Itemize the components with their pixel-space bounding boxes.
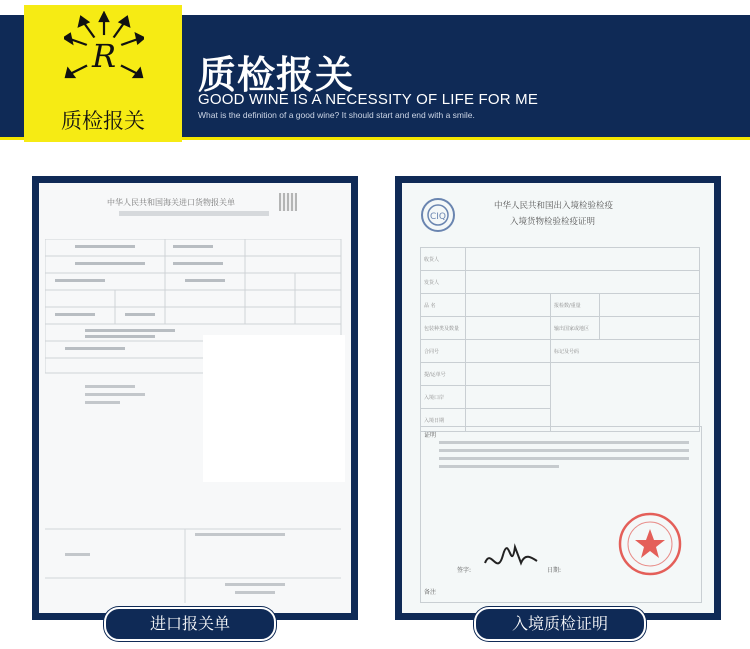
field-date: 入境日期 (421, 409, 466, 432)
customs-declaration-scan (39, 183, 351, 613)
certificate-statement-box (420, 426, 702, 603)
date-label: 日期: (547, 567, 562, 574)
svg-text:R: R (91, 37, 117, 75)
official-stamp-icon (617, 511, 683, 577)
field-consignee: 收货人 (421, 248, 466, 271)
certificate-doc-subtitle: 入境货物检验检疫证明 (510, 217, 596, 227)
inspection-certificate-scan (402, 183, 714, 613)
field-product: 品 名 (421, 294, 466, 317)
caption-customs-declaration: 进口报关单 (104, 607, 276, 641)
field-quantity: 报检数/重量 (551, 294, 600, 317)
signature-label: 签字: (457, 567, 472, 574)
remarks-label: 备注 (424, 589, 437, 596)
arrows-r-logo-icon (64, 11, 144, 95)
ciq-logo-icon (420, 197, 456, 233)
qr-code-icon (279, 193, 297, 211)
field-marks: 标记及号码 (551, 340, 700, 363)
brand-logo (24, 5, 182, 142)
certificate-doc-title: 中华人民共和国出入境检验检疫 (494, 201, 614, 211)
field-packaging: 包装种类及数量 (421, 317, 466, 340)
barcode-strip (119, 211, 269, 216)
field-contract: 合同号 (421, 340, 466, 363)
signature-icon (481, 533, 541, 583)
slogan: GOOD WINE IS A NECESSITY OF LIFE FOR ME (198, 91, 539, 108)
customs-doc-title: 中华人民共和国海关进口货物报关单 (107, 198, 235, 207)
field-origin: 输出国家或地区 (551, 317, 600, 340)
field-bill: 提/运单号 (421, 363, 466, 386)
field-port: 入境口岸 (421, 386, 466, 409)
customs-footer-grid (45, 483, 345, 608)
logo-text: 质检报关 (61, 109, 145, 133)
field-statement: 证明 (424, 432, 437, 439)
sub-slogan: What is the definition of a good wine? It should start and end with a smile. (198, 110, 475, 120)
inspection-certificate-frame (395, 176, 721, 620)
field-consignor: 发货人 (421, 271, 466, 294)
statement-text-lines (439, 439, 699, 479)
caption-inspection-certificate: 入境质检证明 (474, 607, 646, 641)
certificate-table (420, 247, 700, 432)
page-title: 质检报关 (198, 53, 355, 97)
svg-text:CIQ: CIQ (429, 212, 447, 222)
redacted-block (203, 335, 345, 482)
customs-declaration-frame (32, 176, 358, 620)
